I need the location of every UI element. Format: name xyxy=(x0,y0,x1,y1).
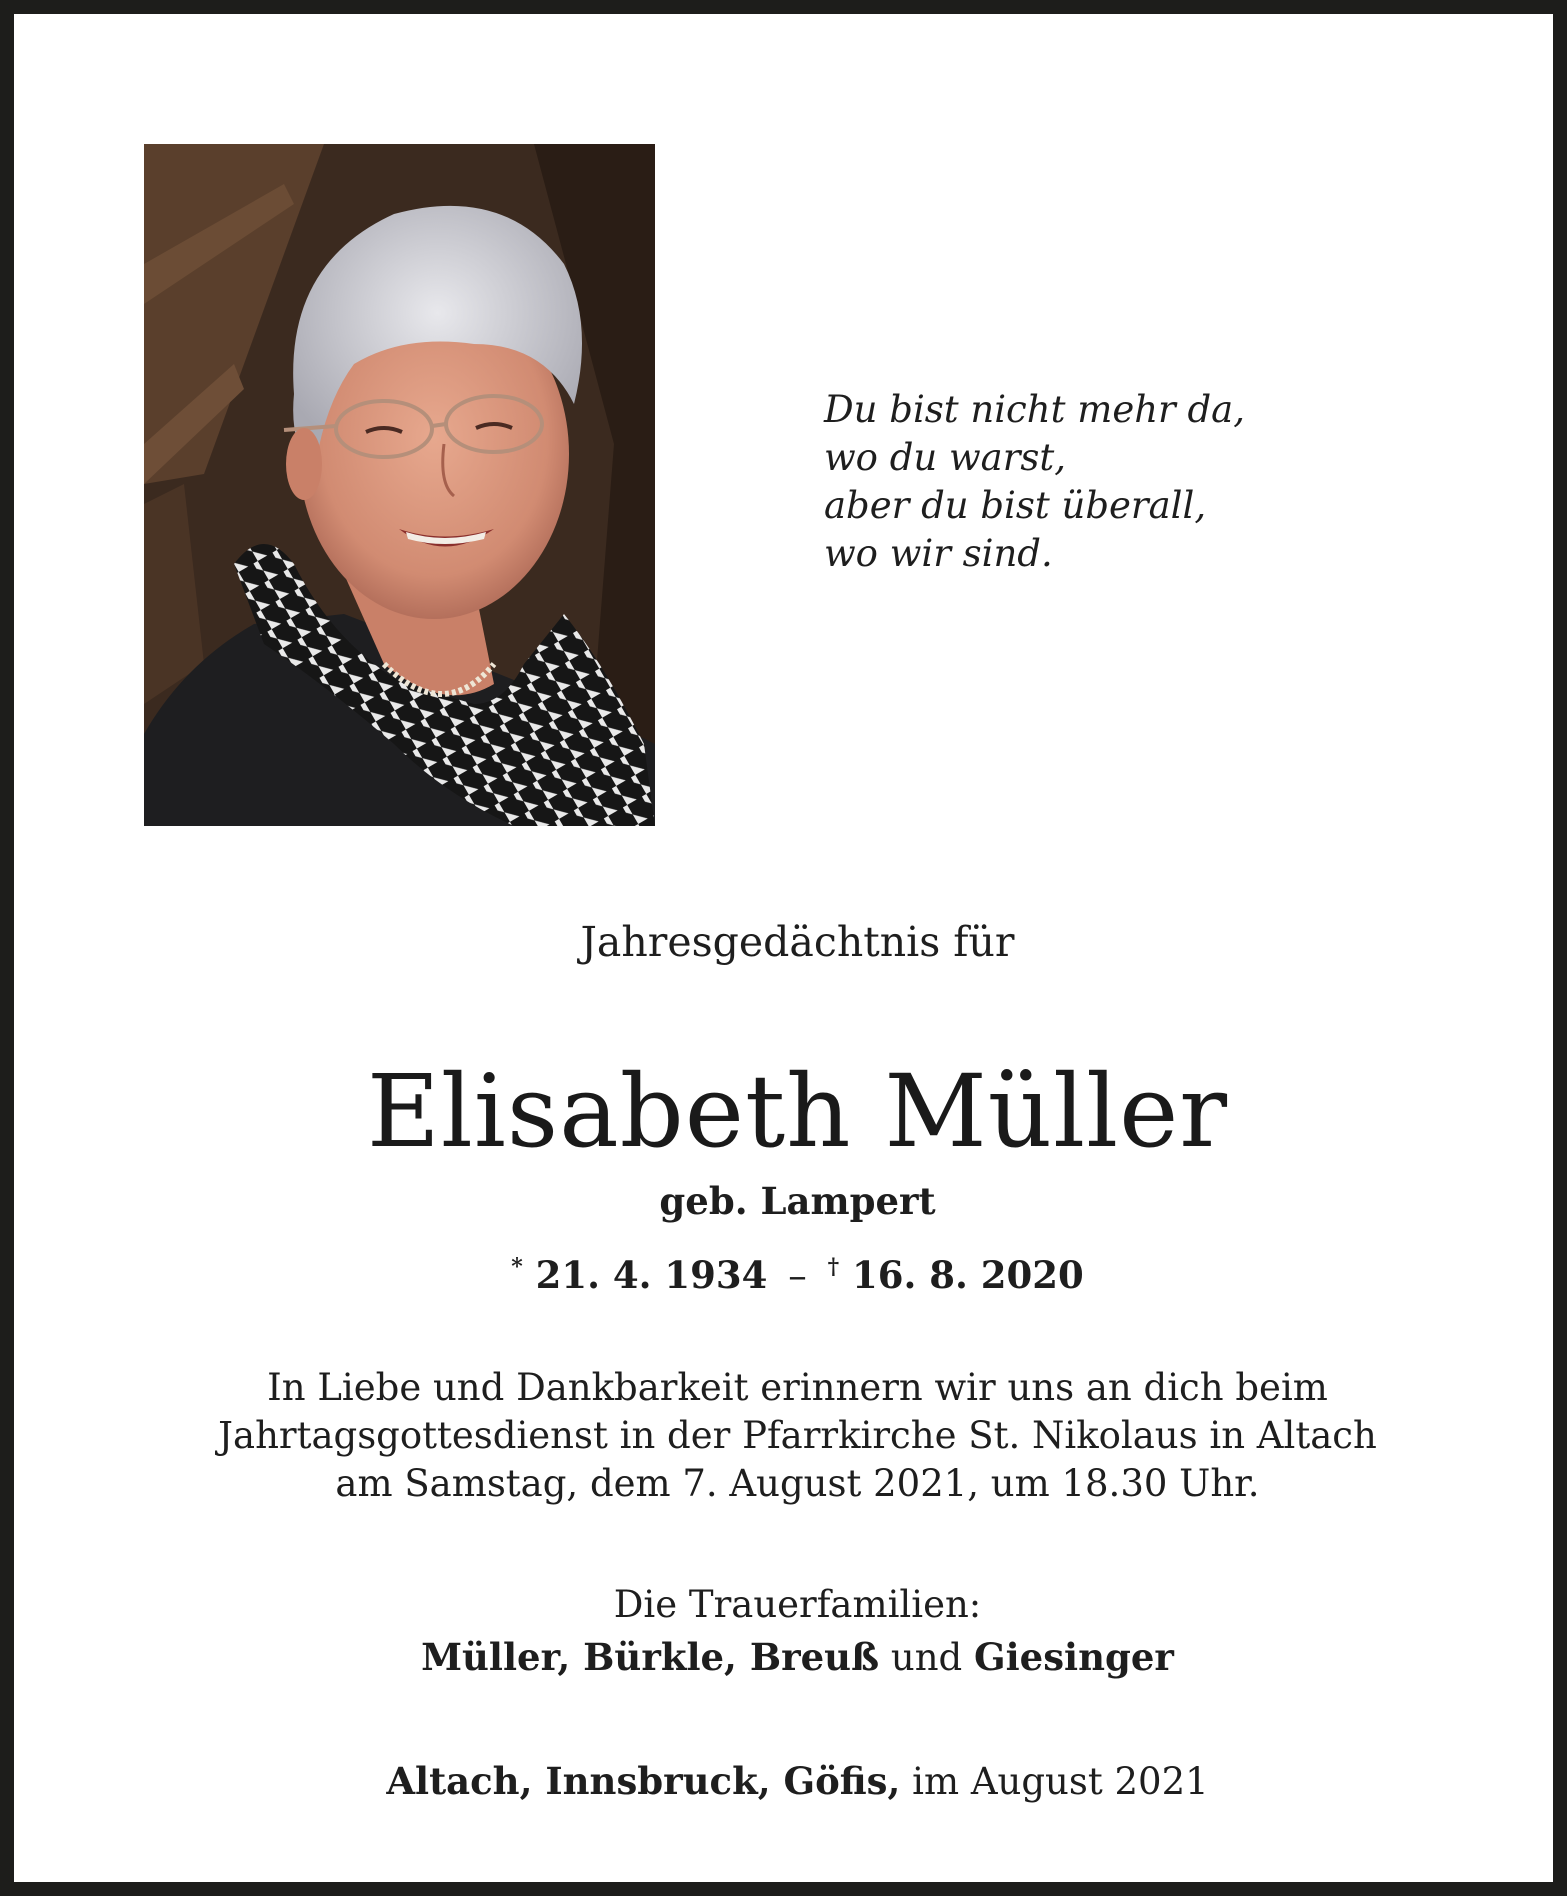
family-connector: und xyxy=(879,1636,975,1679)
death-date: 16. 8. 2020 xyxy=(852,1253,1084,1297)
deceased-name: Elisabeth Müller xyxy=(366,1053,1229,1170)
service-message xyxy=(28,1364,1567,1508)
families-names xyxy=(28,1632,1567,1683)
message-line: Jahrtagsgottesdienst in der Pfarrkirche St. Nikolaus in Altach xyxy=(218,1414,1377,1457)
maiden-name: geb. Lampert xyxy=(659,1179,936,1223)
families-label: Die Trauerfamilien: xyxy=(613,1583,982,1626)
death-symbol: † xyxy=(827,1254,840,1280)
life-dates xyxy=(28,1239,1567,1304)
place-date: im August 2021 xyxy=(900,1760,1209,1803)
poem-line: aber du bist überall, xyxy=(824,484,1207,527)
poem-line: wo du warst, xyxy=(824,436,1067,479)
family-name-last: Giesinger xyxy=(974,1635,1174,1679)
message-line: In Liebe und Dankbarkeit erinnern wir uns an dich beim xyxy=(267,1366,1328,1409)
notice-intro: Jahresgedächtnis für xyxy=(580,918,1015,966)
poem-line: Du bist nicht mehr da, xyxy=(824,388,1246,431)
portrait-photo xyxy=(144,144,655,826)
poem-line: wo wir sind. xyxy=(824,532,1053,575)
memorial-poem xyxy=(824,386,1384,578)
place-towns: Altach, Innsbruck, Göfis, xyxy=(386,1759,901,1803)
message-line: am Samstag, dem 7. August 2021, um 18.30 Uhr. xyxy=(335,1462,1260,1505)
date-separator: – xyxy=(788,1254,807,1297)
birth-symbol: * xyxy=(511,1254,523,1280)
birth-date: 21. 4. 1934 xyxy=(535,1253,768,1297)
family-names-primary: Müller, Bürkle, Breuß xyxy=(421,1635,880,1679)
place-and-date xyxy=(28,1756,1567,1807)
portrait-illustration xyxy=(144,144,655,826)
